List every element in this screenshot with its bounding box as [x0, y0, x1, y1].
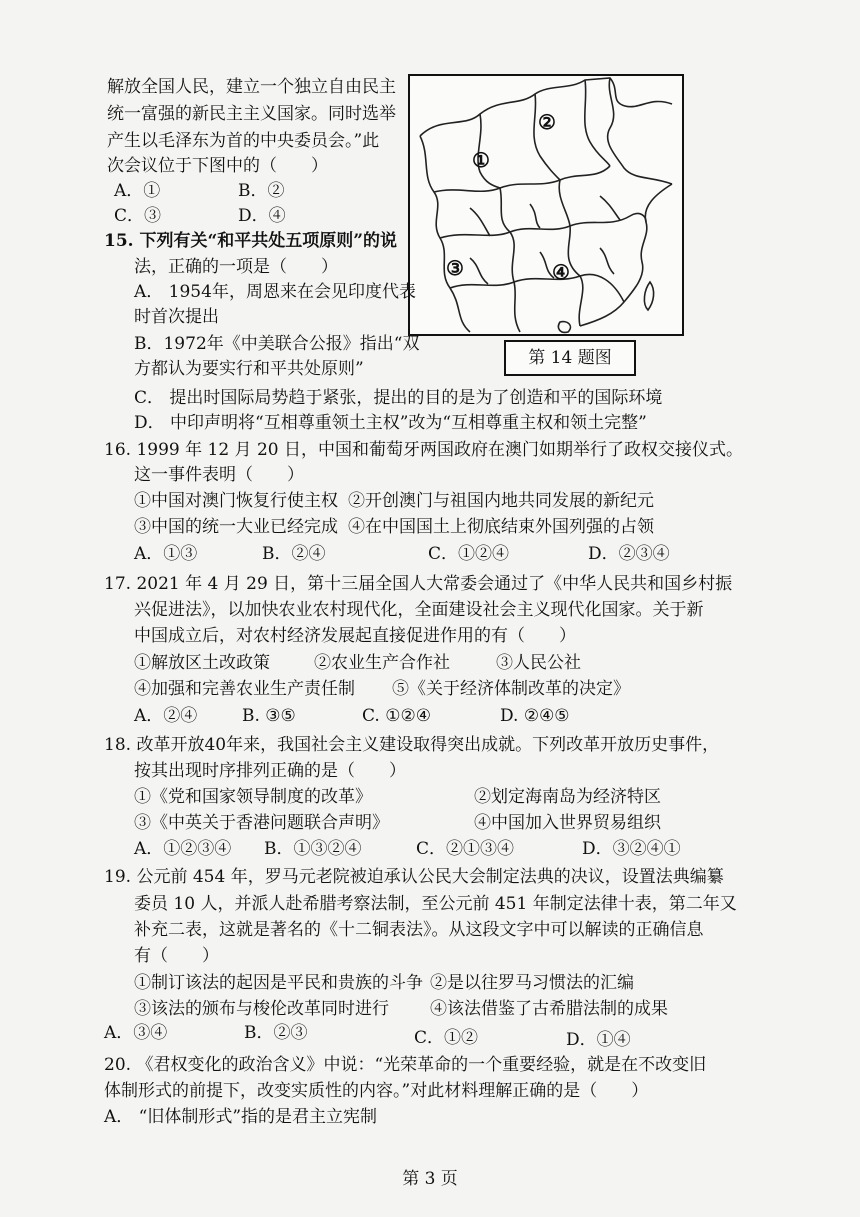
q18-stem: 18. 改革开放40年来，我国社会主义建设取得突出成就。下列改革开放历史事件，	[104, 735, 720, 755]
q16-stem: 这一事件表明（ ）	[134, 465, 304, 485]
q16-stem: 16. 1999 年 12 月 20 日，中国和葡萄牙两国政府在澳门如期举行了政权交接仪式。	[104, 440, 743, 460]
q19-stem: 有（ ）	[134, 946, 219, 966]
map-marker-2: ②	[538, 110, 556, 134]
q16-option-a: A．①③	[134, 544, 198, 564]
q19-item-2: ②是以往罗马习惯法的汇编	[430, 973, 634, 993]
q18-option-b: B．①③②④	[264, 839, 362, 859]
q17-item-2: ②农业生产合作社	[314, 653, 450, 673]
q14-option-d: D．④	[238, 206, 286, 226]
q16-option-b: B．②④	[262, 544, 326, 564]
q18-item-2: ②划定海南岛为经济特区	[474, 787, 661, 807]
q19-option-c: C．①②	[414, 1028, 479, 1048]
q18-stem: 按其出现时序排列正确的是（ ）	[134, 761, 406, 781]
q18-option-d: D．③②④①	[582, 839, 681, 859]
q19-stem: 19. 公元前 454 年，罗马元老院被迫承认公民大会制定法典的决议，设置法典编纂	[104, 867, 724, 887]
q17-stem: 兴促进法》，以加快农业农村现代化，全面建设社会主义现代化国家。关于新	[134, 600, 704, 620]
q19-option-a: A．③④	[104, 1023, 168, 1043]
q15-option-b-cont: 方都认为要实行和平共处原则”	[134, 359, 364, 379]
q17-stem: 17. 2021 年 4 月 29 日，第十三届全国人大常委会通过了《中华人民共和国乡村振	[104, 574, 733, 594]
q16-option-d: D．②③④	[588, 544, 670, 564]
q20-option-a: A． “旧体制形式”指的是君主立宪制	[104, 1107, 378, 1127]
q16-item-2: ②开创澳门与祖国内地共同发展的新纪元	[348, 491, 654, 511]
q17-option-d: D. ②④⑤	[500, 706, 570, 726]
q19-item-3: ③该法的颁布与梭伦改革同时进行	[134, 999, 389, 1019]
q18-option-c: C．②①③④	[416, 839, 515, 859]
q19-item-1: ①制订该法的起因是平民和贵族的斗争	[134, 973, 423, 993]
q16-item-4: ④在中国国土上彻底结束外国列强的占领	[348, 517, 654, 537]
q15-stem: 15. 下列有关“和平共处五项原则”的说	[104, 231, 398, 251]
q17-item-3: ③人民公社	[496, 653, 581, 673]
q17-item-1: ①解放区土改政策	[134, 653, 270, 673]
q14-line: 统一富强的新民主主义国家。同时选举	[107, 104, 396, 124]
q16-option-c: C．①②④	[428, 544, 510, 564]
q17-stem: 中国成立后，对农村经济发展起直接促进作用的有（ ）	[134, 626, 576, 646]
q14-line: 次会议位于下图中的（ ）	[107, 156, 328, 176]
q19-option-b: B．②③	[244, 1023, 308, 1043]
q18-item-4: ④中国加入世界贸易组织	[474, 813, 661, 833]
q15-option-a: A． 1954年，周恩来在会见印度代表	[134, 282, 416, 302]
q15-option-d: D． 中印声明将“互相尊重领土主权”改为“互相尊重主权和领土完整”	[134, 413, 647, 433]
q17-option-a: A．②④	[134, 706, 198, 726]
q18-item-1: ①《党和国家领导制度的改革》	[134, 787, 372, 807]
q17-option-b: B. ③⑤	[242, 706, 296, 726]
q20-stem: 体制形式的前提下，改变实质性的内容。”对此材料理解正确的是（ ）	[104, 1081, 649, 1101]
map-caption: 第 14 题图	[504, 340, 636, 376]
map-marker-1: ①	[472, 148, 490, 172]
map-marker-4: ④	[552, 260, 570, 284]
q16-item-1: ①中国对澳门恢复行使主权	[134, 491, 338, 511]
q20-stem: 20. 《君权变化的政治含义》中说：“光荣革命的一个重要经验，就是在不改变旧	[104, 1055, 707, 1075]
q15-stem: 法，正确的一项是（ ）	[134, 257, 338, 277]
map-marker-3: ③	[446, 256, 464, 280]
q19-stem: 补充二表，这就是著名的《十二铜表法》。从这段文字中可以解读的正确信息	[134, 920, 704, 940]
q16-item-3: ③中国的统一大业已经完成	[134, 517, 338, 537]
q17-item-4: ④加强和完善农业生产责任制	[134, 679, 355, 699]
q19-option-d: D．①④	[566, 1030, 631, 1050]
q19-item-4: ④该法借鉴了古希腊法制的成果	[430, 999, 668, 1019]
q18-item-3: ③《中英关于香港问题联合声明》	[134, 813, 389, 833]
q15-option-c: C． 提出时国际局势趋于紧张，提出的目的是为了创造和平的国际环境	[134, 388, 663, 408]
q14-line: 解放全国人民，建立一个独立自由民主	[107, 77, 396, 97]
q18-option-a: A．①②③④	[134, 839, 232, 859]
q14-option-b: B．②	[238, 181, 285, 201]
q14-option-a: A．①	[114, 181, 161, 201]
q15-option-a-cont: 时首次提出	[134, 307, 219, 327]
q14-option-c: C．③	[114, 206, 162, 226]
q15-option-b: B．1972年《中美联合公报》指出“双	[134, 334, 420, 354]
q14-line: 产生以毛泽东为首的中央委员会。”此	[107, 131, 380, 151]
q17-item-5: ⑤《关于经济体制改革的决定》	[392, 679, 630, 699]
page-number: 第 3 页	[402, 1169, 458, 1189]
map-figure	[408, 74, 684, 336]
q19-stem: 委员 10 人，并派人赴希腊考察法制，至公元前 451 年制定法律十表，第二年又	[134, 894, 737, 914]
q17-option-c: C. ①②④	[362, 706, 431, 726]
